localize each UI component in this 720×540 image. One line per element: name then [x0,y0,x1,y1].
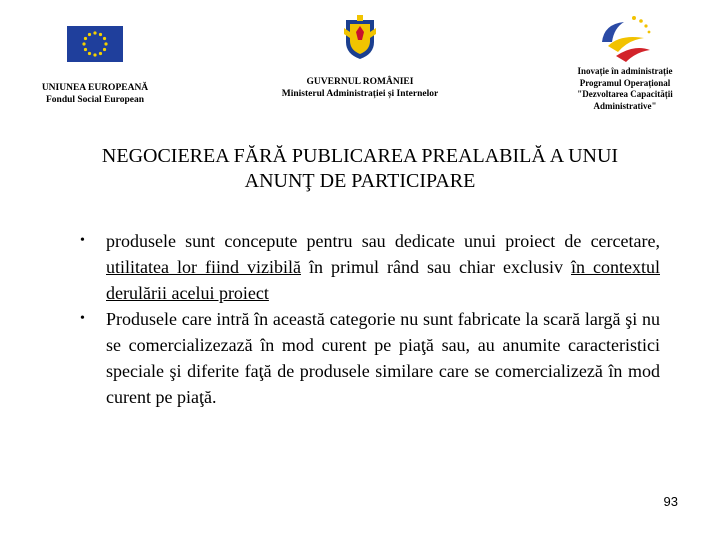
program-caption-line4: Administrative" [593,100,657,111]
gov-caption-line2: Ministerul Administrației și Internelor [281,89,439,99]
eu-caption-line1: UNIUNEA EUROPEANĂ [41,83,149,93]
title-line2: ANUNŢ DE PARTICIPARE [244,170,476,192]
program-caption-line1: Inovație în administrație [577,66,673,76]
eu-star [82,42,85,45]
eu-star [84,37,87,40]
gov-caption-line1: GUVERNUL ROMÂNIEI [306,77,414,87]
eu-star [93,31,96,34]
bullet-list [76,228,660,410]
eu-logo-block [30,26,160,106]
bullet-marker: • [80,311,85,326]
page-number: 93 [663,494,678,509]
eu-star [99,52,102,55]
slide-title [30,144,690,194]
bullet-1-underlined-part2: în contextul derulării acelui proiect [106,257,660,303]
eu-star [88,52,91,55]
eu-star [99,33,102,36]
eu-star [103,37,106,40]
program-swirl-logo-icon [594,12,656,64]
eu-star [93,53,96,56]
eu-caption-line2: Fondul Social European [45,95,145,105]
romania-coat-of-arms-icon [342,14,378,60]
eu-flag-icon [67,26,123,62]
bullet-1-underlined-part1: utilitatea lor fiind vizibilă [106,257,301,277]
eu-star [103,48,106,51]
program-caption-line3: "Dezvoltarea Capacității [577,89,673,99]
eu-star [104,42,107,45]
eu-star [84,48,87,51]
government-logo-block [270,14,450,100]
bullet-1-text-part2: în primul rând sau chiar exclusiv [300,257,571,277]
title-line1: NEGOCIEREA FĂRĂ PUBLICAREA PREALABILĂ A UNUI [101,145,619,167]
bullet-2-text: Produsele care intră în această categorie nu sunt fabricate la scară largă şi nu se comercializezază în mod curent pe piaţă sau, au anumite caracteristici speciale şi diferite faţă de produsele similare care se comercializeză în mod curent pe piaţă. [106,309,660,407]
bullet-marker: • [80,233,85,248]
program-logo-block [560,12,690,112]
eu-star [88,33,91,36]
program-caption-line2: Programul Operațional [579,77,671,88]
bullet-item-2 [76,306,660,410]
bullet-item-1 [76,228,660,306]
bullet-1-text-part1: produsele sunt concepute pentru sau dedicate unui proiect de cercetare, [106,231,660,251]
